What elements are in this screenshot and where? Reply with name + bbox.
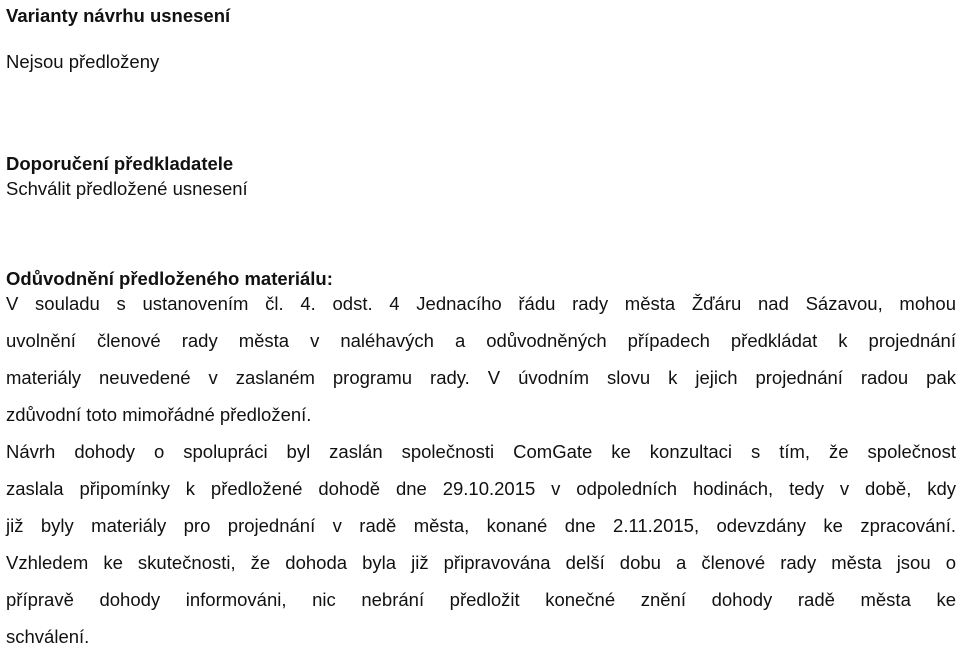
justification-line: přípravě dohody informováni, nic nebrání předložit konečné znění dohody radě města ke bbox=[6, 589, 956, 610]
justification-line: Vzhledem ke skutečnosti, že dohoda byla již připravována delší dobu a členové rady města jsou o bbox=[6, 552, 956, 573]
justification-line: zdůvodní toto mimořádné předložení. bbox=[6, 404, 312, 425]
justification-line: zaslala připomínky k předložené dohodě dne 29.10.2015 v odpoledních hodinách, tedy v době, kdy bbox=[6, 478, 956, 499]
recommendation-text: Schválit předložené usnesení bbox=[6, 178, 248, 199]
justification-line: uvolnění členové rady města v naléhavých a odůvodněných případech předkládat k projednání bbox=[6, 330, 956, 351]
justification-line: V souladu s ustanovením čl. 4. odst. 4 Jednacího řádu rady města Žďáru nad Sázavou, mohou bbox=[6, 293, 956, 314]
recommendation-heading: Doporučení předkladatele bbox=[6, 153, 234, 174]
justification-line: již byly materiály pro projednání v radě města, konané dne 2.11.2015, odevzdány ke zpracování. bbox=[6, 515, 956, 536]
variants-text: Nejsou předloženy bbox=[6, 51, 160, 72]
document-page bbox=[6, 0, 958, 667]
variants-heading: Varianty návrhu usnesení bbox=[6, 5, 231, 26]
justification-body bbox=[6, 293, 956, 663]
justification-line: materiály neuvedené v zaslaném programu rady. V úvodním slovu k jejich projednání radou pak bbox=[6, 367, 956, 388]
justification-heading: Odůvodnění předloženého materiálu: bbox=[6, 268, 333, 289]
justification-line: schválení. bbox=[6, 626, 90, 647]
justification-line: Návrh dohody o spolupráci byl zaslán společnosti ComGate ke konzultaci s tím, že společnost bbox=[6, 441, 956, 462]
